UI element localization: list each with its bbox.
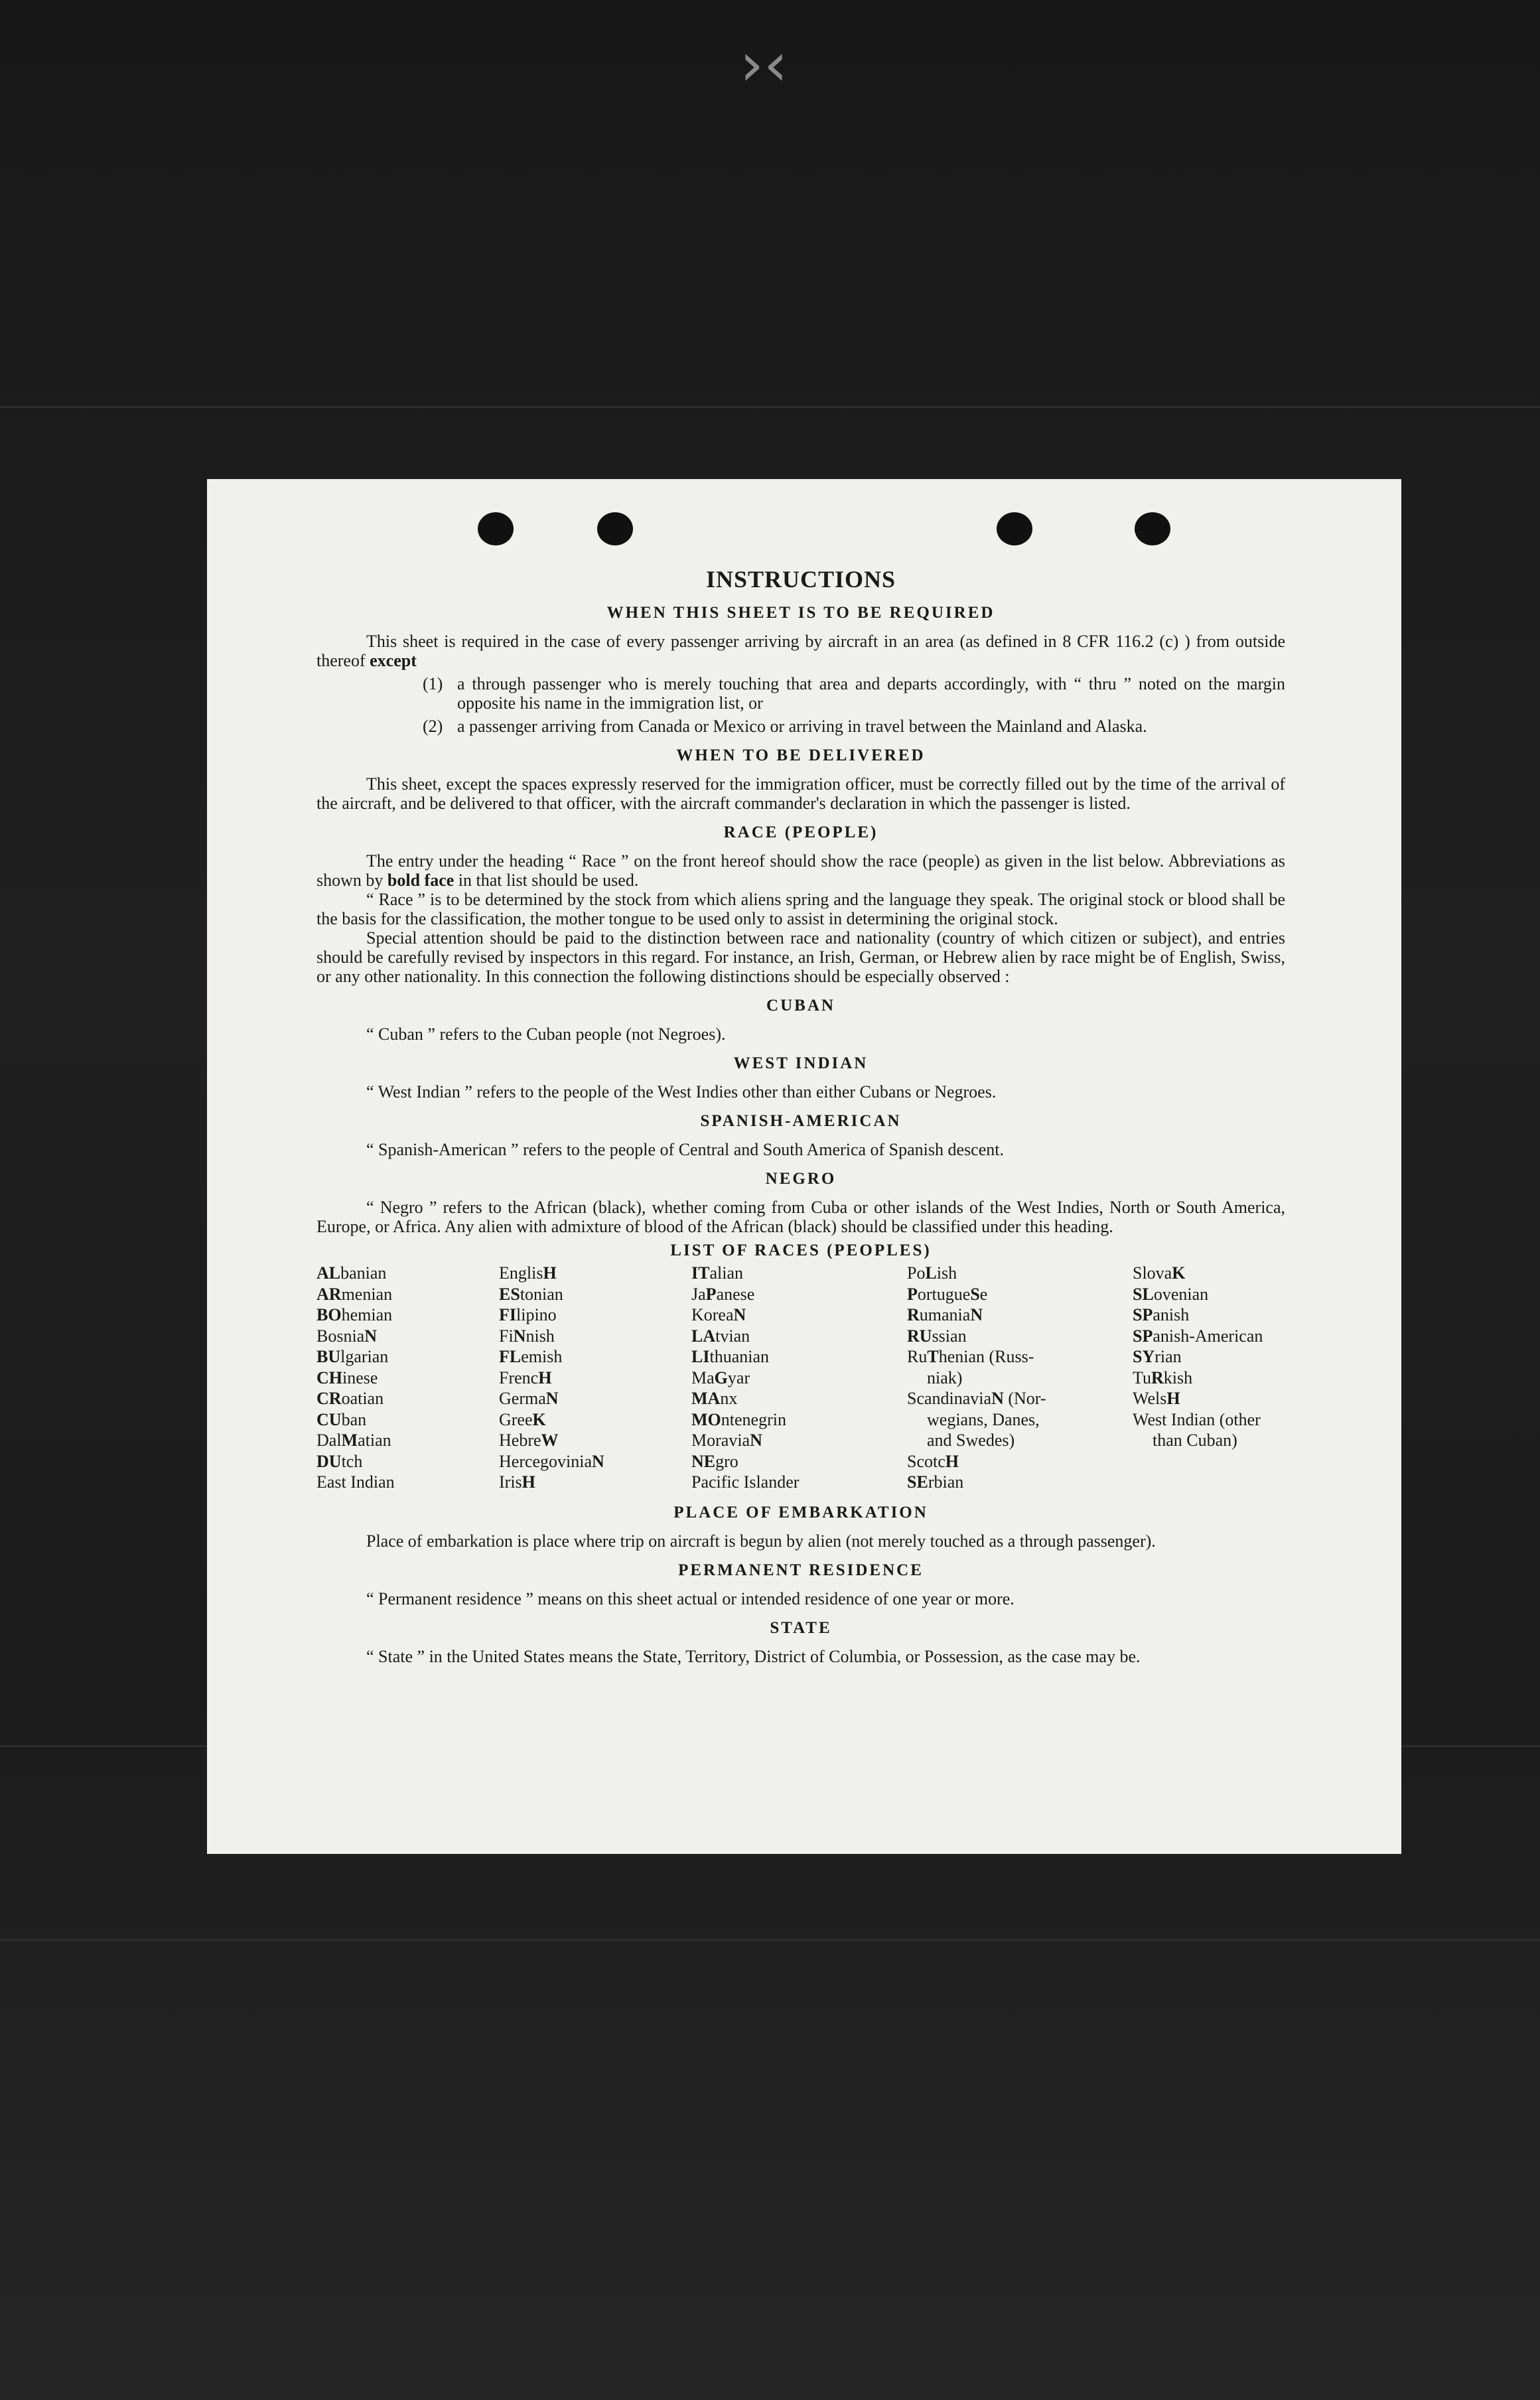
- race-list-item: FLemish: [499, 1347, 563, 1366]
- race-list-item: ScotcH: [907, 1451, 959, 1471]
- race-list-item: BosniaN: [316, 1326, 378, 1346]
- race-column: [691, 1263, 907, 1493]
- instruction-sheet: [207, 479, 1401, 1854]
- race-list-item: FIlipino: [499, 1305, 557, 1324]
- race-list-item: FiNnish: [499, 1326, 555, 1346]
- race-list-item: DUtch: [316, 1451, 363, 1471]
- section-heading-race: RACE (PEOPLE): [723, 823, 878, 841]
- intro-paragraph: This sheet is required in the case of every passenger arriving by aircraft in an area (as defined in 8 CFR 116.2 (c) ) from outside thereof except: [316, 632, 1285, 670]
- race-list-item: SPanish: [1133, 1305, 1190, 1324]
- race-list-item: than Cuban): [1153, 1431, 1237, 1450]
- race-list-item: EnglisH: [499, 1263, 557, 1283]
- race-list-item: IrisH: [499, 1472, 535, 1492]
- race-list-item: ScandinaviaN (Nor-: [907, 1389, 1046, 1408]
- section-heading-state: STATE: [770, 1618, 832, 1637]
- race-list-item: Pacific Islander: [691, 1472, 800, 1492]
- race-paragraph-2: “ Race ” is to be determined by the stock from which aliens spring and the language they speak. The original stock or blood shall be the basis for the classification, the mother tongue to be used only to assist in determining the original stock.: [316, 890, 1285, 928]
- cuban-paragraph: “ Cuban ” refers to the Cuban people (not Negroes).: [366, 1024, 726, 1044]
- race-list-item: GreeK: [499, 1409, 546, 1429]
- race-list-item: West Indian (other: [1133, 1409, 1261, 1429]
- section-heading-delivered: WHEN TO BE DELIVERED: [676, 746, 926, 764]
- race-paragraph-3: Special attention should be paid to the distinction between race and nationality (country of which citizen or subject), and entries should be carefully revised by inspectors in this regard. For instance, an Irish, German, or Hebrew alien by race might be of English, Swiss, or any other nationality. In this connection the following distinctions should be especially observed :: [316, 928, 1285, 986]
- race-list-item: GermaN: [499, 1389, 559, 1408]
- race-list-item: SlovaK: [1133, 1263, 1186, 1283]
- race-list-item: SLovenian: [1133, 1284, 1209, 1304]
- race-list-item: CUban: [316, 1409, 367, 1429]
- race-list-item: MAnx: [691, 1389, 738, 1408]
- film-scratch-line: [0, 1939, 1540, 1941]
- residence-paragraph: “ Permanent residence ” means on this sheet actual or intended residence of one year or more.: [366, 1588, 1015, 1608]
- race-list-item: CRoatian: [316, 1389, 384, 1408]
- race-list-item: TuRkish: [1133, 1368, 1193, 1387]
- section-heading-embarkation: PLACE OF EMBARKATION: [673, 1503, 928, 1521]
- race-list-item: RUssian: [907, 1326, 967, 1346]
- section-heading-cuban: CUBAN: [766, 997, 835, 1015]
- section-heading-west-indian: WEST INDIAN: [733, 1054, 869, 1072]
- race-list-item: JaPanese: [691, 1284, 755, 1304]
- race-list-item: ITalian: [691, 1263, 743, 1283]
- race-list-item: MaGyar: [691, 1368, 750, 1387]
- race-list-item: RumaniaN: [907, 1305, 983, 1324]
- race-list-item: BOhemian: [316, 1305, 393, 1324]
- embarkation-paragraph: Place of embarkation is place where trip on aircraft is begun by alien (not merely touched as a through passenger).: [366, 1531, 1156, 1551]
- race-list-item: BUlgarian: [316, 1347, 389, 1366]
- section-heading-required: WHEN THIS SHEET IS TO BE REQUIRED: [606, 604, 995, 622]
- west-indian-paragraph: “ West Indian ” refers to the people of the West Indies other than either Cubans or Negroes.: [366, 1082, 997, 1101]
- sheet-content: [316, 565, 1285, 1666]
- race-list-item: CHinese: [316, 1368, 378, 1387]
- race-list-item: SPanish-American: [1133, 1326, 1263, 1346]
- punch-hole: [1135, 512, 1170, 545]
- race-column: [1133, 1263, 1285, 1493]
- race-list-item: NEgro: [691, 1451, 738, 1471]
- race-list-item: SYrian: [1133, 1347, 1182, 1366]
- race-list-item: ALbanian: [316, 1263, 387, 1283]
- race-list-item: wegians, Danes,: [927, 1409, 1040, 1429]
- race-column: [499, 1263, 691, 1493]
- race-list-item: LAtvian: [691, 1326, 750, 1346]
- race-list-item: HercegoviniaN: [499, 1451, 604, 1471]
- race-column: [907, 1263, 1133, 1493]
- negro-paragraph: “ Negro ” refers to the African (black), whether coming from Cuba or other islands of the West Indies, North or South America, Europe, or Africa. Any alien with admixture of blood of the African (black) should be classified under this heading.: [316, 1198, 1285, 1236]
- race-list-item: EStonian: [499, 1284, 563, 1304]
- race-list-item: PortugueSe: [907, 1284, 988, 1304]
- race-list-item: KoreaN: [691, 1305, 746, 1324]
- spanish-american-paragraph: “ Spanish-American ” refers to the people of Central and South America of Spanish descent.: [366, 1140, 1004, 1159]
- race-list-item: ARmenian: [316, 1284, 393, 1304]
- race-list-item: and Swedes): [927, 1431, 1015, 1450]
- race-list-item: MOntenegrin: [691, 1409, 786, 1429]
- section-heading-spanish-american: SPANISH-AMERICAN: [700, 1112, 902, 1130]
- race-list-item: RuThenian (Russ-: [907, 1347, 1034, 1366]
- punch-hole: [478, 512, 514, 545]
- punch-hole: [997, 512, 1032, 545]
- race-list-item: MoraviaN: [691, 1431, 762, 1450]
- section-heading-residence: PERMANENT RESIDENCE: [678, 1561, 924, 1579]
- film-scratch-mark: ›‹: [740, 30, 788, 100]
- race-column: [316, 1263, 499, 1493]
- race-list-item: niak): [927, 1368, 963, 1387]
- film-scratch-line: [0, 406, 1540, 408]
- section-heading-list-of-races: LIST OF RACES (PEOPLES): [670, 1241, 932, 1259]
- exception-item-1: (1) a through passenger who is merely touching that area and departs accordingly, with “ thru ” noted on the margin opposite his name in the immigration list, or: [423, 674, 1285, 713]
- race-list-item: East Indian: [316, 1472, 395, 1492]
- race-list-item: HebreW: [499, 1431, 559, 1450]
- punch-hole: [597, 512, 633, 545]
- exception-item-2: (2) a passenger arriving from Canada or Mexico or arriving in travel between the Mainland and Alaska.: [423, 717, 1147, 736]
- race-list-item: LIthuanian: [691, 1347, 769, 1366]
- race-list-item: WelsH: [1133, 1389, 1180, 1408]
- race-list-item: PoLish: [907, 1263, 957, 1283]
- delivered-paragraph: This sheet, except the spaces expressly reserved for the immigration officer, must be correctly filled out by the time of the arrival of the aircraft, and be delivered to that officer, with the aircraft commander's declaration in which the passenger is listed.: [316, 774, 1285, 813]
- race-paragraph-1: The entry under the heading “ Race ” on the front hereof should show the race (people) as given in the list below. Abbreviations as shown by bold face in that list should be used.: [316, 851, 1285, 890]
- section-heading-negro: NEGRO: [765, 1170, 837, 1188]
- race-list-item: DalMatian: [316, 1431, 391, 1450]
- race-list: [316, 1263, 1285, 1493]
- race-list-item: SErbian: [907, 1472, 964, 1492]
- page-title: INSTRUCTIONS: [705, 566, 896, 593]
- state-paragraph: “ State ” in the United States means the State, Territory, District of Columbia, or Possession, as the case may be.: [366, 1646, 1141, 1666]
- race-list-item: FrencH: [499, 1368, 552, 1387]
